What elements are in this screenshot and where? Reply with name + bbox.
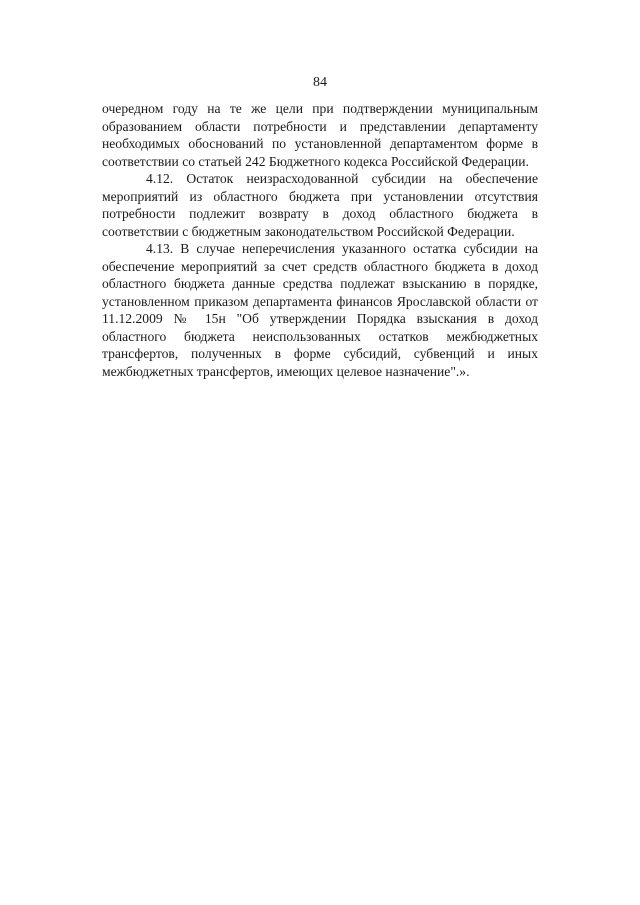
page-number: 84 — [313, 75, 327, 90]
paragraph-4-13: 4.13. В случае неперечисления указанного остатка субсидии на обеспечение мероприятий за счет средств областного бюджета в доход областного бюджета данные средства подлежат взысканию в порядке, установленном приказом департамента финансов Ярославской области от 11.12.2009 № 15н "Об утверждении Порядка взыскания в доход областного бюджета неиспользованных остатков межбюджетных трансфертов, полученных в форме субсидий, субвенций и иных межбюджетных трансфертов, имеющих целевое назначение".». — [102, 241, 538, 379]
document-body — [102, 100, 538, 380]
paragraph-continuation: очередном году на те же цели при подтверждении муниципальным образованием области потребности и представлении департаменту необходимых обоснований по установленной департаментом форме в соответствии со статьей 242 Бюджетного кодекса Российской Федерации. — [102, 101, 538, 169]
paragraph-4-12: 4.12. Остаток неизрасходованной субсидии на обеспечение мероприятий из областного бюджета при установлении отсутствия потребности подлежит возврату в доход областного бюджета в соответствии с бюджетным законодательством Российской Федерации. — [102, 171, 538, 239]
